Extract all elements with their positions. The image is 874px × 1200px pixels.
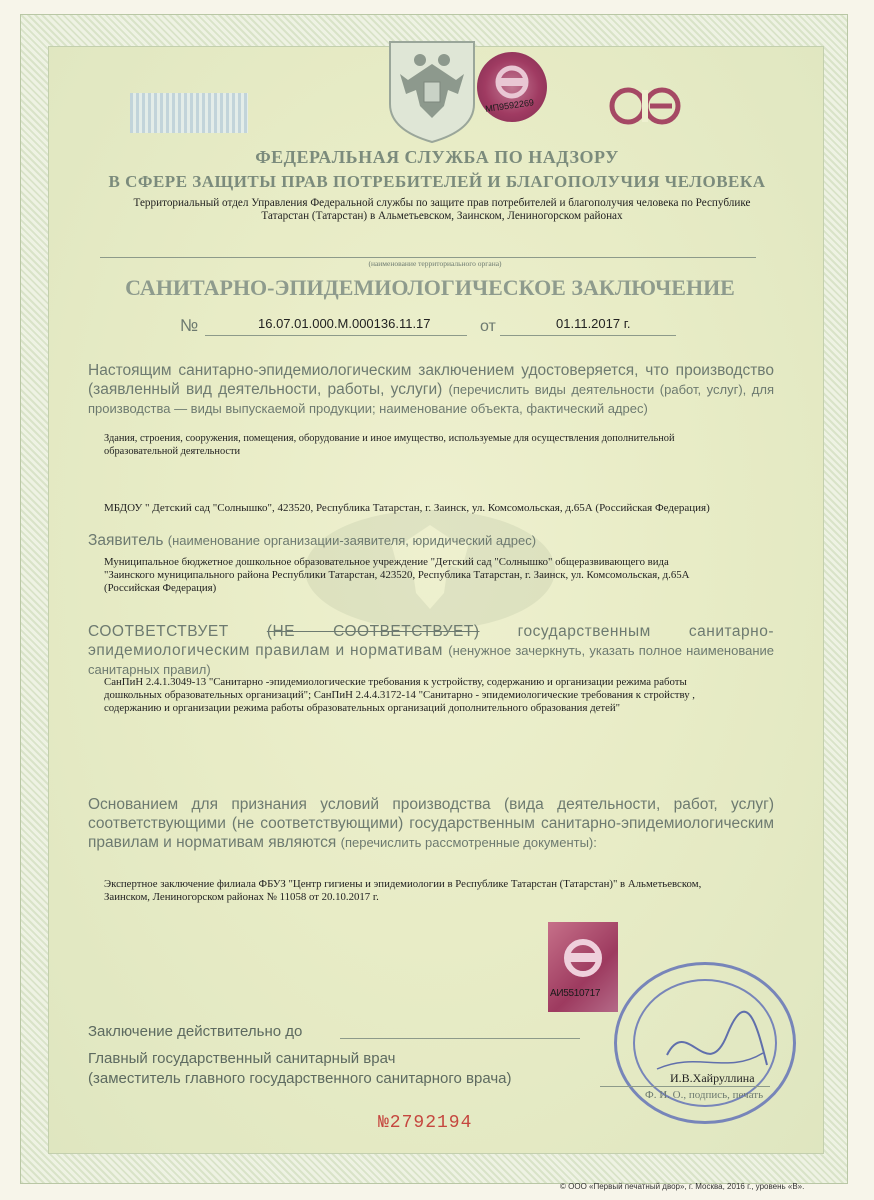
microtext-strip (130, 93, 248, 133)
date-from-label: от (480, 318, 496, 335)
authority-rule (100, 257, 756, 258)
certificate-number: 16.07.01.000.М.000136.11.17 (258, 316, 431, 331)
document-title: САНИТАРНО-ЭПИДЕМИОЛОГИЧЕСКОЕ ЗАКЛЮЧЕНИЕ (125, 275, 735, 300)
applicant-label: Заявитель (88, 532, 164, 549)
number-rule (205, 335, 467, 336)
certificate-date: 01.11.2017 г. (556, 316, 631, 331)
valid-until-label: Заключение действительно до (88, 1023, 303, 1040)
valid-until-rule (340, 1038, 580, 1039)
form-number: №2792194 (378, 1113, 473, 1133)
hologram-bottom (548, 922, 618, 1012)
deputy-doctor-label: (заместитель главного государственного санитарного врача) (88, 1070, 512, 1087)
authority-caption: (наименование территориального органа) (368, 259, 502, 268)
not-conformity-word: (НЕ СООТВЕТСТВУЕТ) (266, 623, 480, 640)
sanpin-line-3: содержанию и организации режима работы образовательных организаций дополнительного образования детей" (104, 702, 621, 714)
hologram-serial: МП9592269 (484, 97, 535, 114)
basis-heading (88, 795, 774, 852)
section1-intro (88, 361, 774, 418)
hologram-top (477, 52, 547, 122)
header-line-1: ФЕДЕРАЛЬНАЯ СЛУЖБА ПО НАДЗОРУ (255, 147, 619, 167)
authority-line-1: Территориальный отдел Управления Федеральной службы по защите прав потребителей и благополучия человека по Республике (133, 197, 751, 209)
conformity-heading (88, 622, 774, 679)
number-label: № (180, 316, 199, 335)
conformity-word: СООТВЕТСТВУЕТ (88, 623, 229, 640)
sanpin-line-2: дошкольных образовательных организаций"; СанПиН 2.4.4.3172-14 "Санитарно - эпидемиологические требования к стройству , (104, 689, 695, 701)
basis-intro: Основанием для признания условий производства (вида деятельности, работ, услуг) соответствующими (не соответствующими) государственным санитарно-эпидемиологическим правилам и нормативам являются (88, 796, 774, 851)
authority-line-2: Татарстан (Татарстан) в Альметьевском, Заинском, Лениногорском районах (261, 210, 623, 222)
header-line-2: В СФЕРЕ ЗАЩИТЫ ПРАВ ПОТРЕБИТЕЛЕЙ И БЛАГОПОЛУЧИЯ ЧЕЛОВЕКА (108, 172, 766, 191)
signer-name: И.В.Хайруллина (670, 1071, 755, 1085)
section1-text-2: образовательной деятельности (104, 446, 241, 457)
basis-hint: (перечислить рассмотренные документы): (340, 835, 597, 850)
applicant-line-3: (Российская Федерация) (104, 582, 217, 594)
basis-line-2: Заинском, Лениногорском районах № 11058 от 20.10.2017 г. (104, 891, 379, 903)
coat-of-arms-icon (372, 34, 492, 146)
se-conformity-icon (606, 84, 686, 128)
conformity-hint: (ненужное зачеркнуть, указать полное наименование санитарных правил) (88, 643, 775, 677)
object-address: МБДОУ " Детский сад "Солнышко", 423520, Республика Татарстан, г. Заинск, ул. Комсомольская, д.65А (Российская Федерация) (104, 502, 710, 514)
applicant-heading (88, 532, 778, 550)
chief-doctor-label: Главный государственный санитарный врач (88, 1050, 396, 1067)
printer-imprint: © ООО «Первый печатный двор», г. Москва, 2016 г., уровень «В». (560, 1182, 805, 1191)
signature-caption: Ф. И. О., подпись, печать (645, 1089, 764, 1101)
signature-rule (600, 1086, 770, 1087)
applicant-line-2: "Заинского муниципального района Республики Татарстан, 423520, Республика Татарстан, г. Заинск, ул. Комсомольская, д.65А (104, 569, 690, 581)
section1-hint: (перечислить виды деятельности (работ, услуг), для производства — виды выпускаемой продукции; наименование объекта, фактический адрес) (88, 382, 774, 416)
date-rule (500, 335, 676, 336)
section1-intro-text: Настоящим санитарно-эпидемиологическим заключением удостоверяется, что производство (заявленный вид деятельности, работы, услуги) (88, 362, 774, 398)
applicant-hint: (наименование организации-заявителя, юридический адрес) (167, 533, 537, 548)
sanpin-line-1: СанПиН 2.4.1.3049-13 "Санитарно -эпидемиологические требования к устройству, содержанию и организации режима работы (104, 676, 687, 688)
conformity-rest: государственным санитарно-эпидемиологическим правилам и нормативам (88, 623, 775, 659)
hologram-code: АИ5510717 (550, 988, 601, 999)
basis-line-1: Экспертное заключение филиала ФБУЗ "Центр гигиены и эпидемиологии в Республике Татарстан (Татарстан)" в Альметьевском, (104, 878, 702, 890)
applicant-line-1: Муниципальное бюджетное дошкольное образовательное учреждение "Детский сад "Солнышко" общеразвивающего вида (104, 556, 669, 568)
section1-text-1: Здания, строения, сооружения, помещения, оборудование и иное имущество, используемые для осуществления дополнительной (104, 433, 675, 444)
